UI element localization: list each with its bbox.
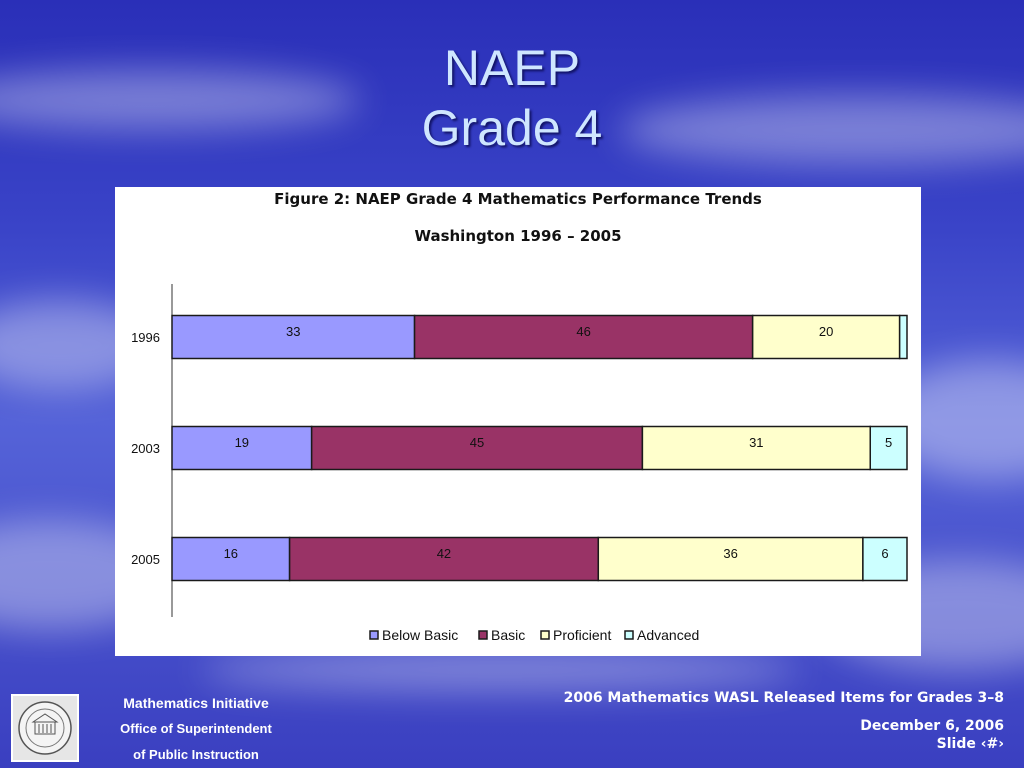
chart-title: Figure 2: NAEP Grade 4 Mathematics Performance Trends: [274, 190, 762, 208]
y-tick-label: 2005: [131, 552, 160, 567]
legend-label: Basic: [491, 627, 526, 643]
y-tick-label: 2003: [131, 441, 160, 456]
data-label: 20: [818, 324, 834, 339]
data-label: 46: [576, 324, 591, 339]
stacked-bar-chart: [115, 187, 921, 656]
legend-swatch: [541, 631, 549, 639]
data-label: 6: [881, 546, 889, 561]
slide-title: [0, 38, 1024, 158]
data-label: 33: [286, 324, 301, 339]
ospi-seal-logo: [11, 694, 79, 762]
data-label: 36: [723, 546, 738, 561]
data-label: 31: [749, 435, 764, 450]
data-label: 42: [436, 546, 452, 561]
slide-title-line2: Grade 4: [421, 100, 603, 156]
data-label: 19: [234, 435, 250, 450]
slide-title-line1: NAEP: [443, 40, 581, 96]
legend-label: Proficient: [553, 627, 612, 643]
footer-org-line2: Office of Superintendent: [120, 721, 272, 736]
footer-org-line1: Mathematics Initiative: [123, 695, 269, 711]
footer-org-line3: of Public Instruction: [133, 747, 259, 762]
footer-date: December 6, 2006: [860, 718, 1004, 734]
chart-panel: [115, 187, 921, 656]
footer-presentation-title: 2006 Mathematics WASL Released Items for Grades 3–8: [563, 690, 1004, 706]
footer-organization: [96, 690, 296, 768]
data-label: 5: [885, 435, 893, 450]
seal-icon: [13, 696, 77, 760]
legend-label: Below Basic: [382, 627, 459, 643]
legend-label: Advanced: [637, 627, 700, 643]
data-label: 45: [469, 435, 485, 450]
footer-slide-number: Slide ‹#›: [936, 736, 1004, 752]
y-tick-label: 1996: [131, 330, 160, 345]
footer-info: [564, 690, 1004, 752]
data-label: 16: [223, 546, 239, 561]
legend-swatch: [370, 631, 378, 639]
chart-subtitle: Washington 1996 – 2005: [414, 227, 622, 245]
legend-swatch: [625, 631, 633, 639]
bar-segment: [900, 316, 907, 359]
legend-swatch: [479, 631, 487, 639]
